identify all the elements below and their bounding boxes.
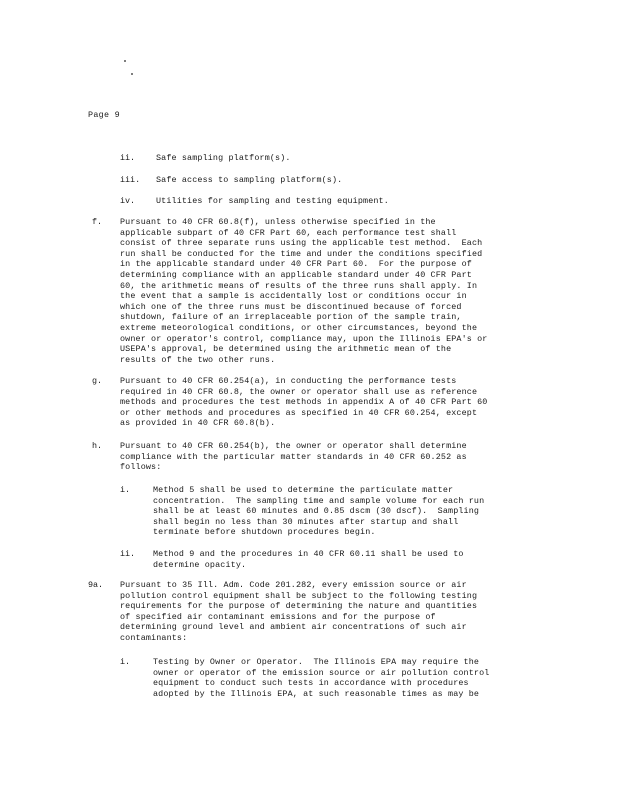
text-line: determining ground level and ambient air concentrations of such air	[120, 622, 467, 633]
section-g-text	[120, 376, 487, 429]
text-line: Pursuant to 40 CFR 60.254(b), the owner or operator shall determine	[120, 441, 467, 451]
item-marker: iv.	[120, 196, 136, 206]
section-9a-text	[120, 580, 477, 644]
subitem-9a-i-text	[153, 657, 489, 699]
text-line: extreme meteorological conditions, or other circumstances, beyond the	[120, 322, 478, 333]
section-marker: h.	[92, 441, 103, 451]
page-number: Page 9	[88, 110, 120, 120]
text-line: which one of the three runs must be discontinued because of forced	[120, 301, 462, 312]
subitem-marker: i.	[120, 485, 131, 495]
text-line: or other methods and procedures as specified in 40 CFR 60.254, except	[120, 407, 478, 418]
section-f-text	[120, 217, 487, 365]
text-line: methods and procedures the test methods in appendix A of 40 CFR Part 60	[120, 397, 488, 408]
text-line: Pursuant to 40 CFR 60.254(a), in conducting the performance tests	[120, 376, 457, 386]
text-line: Pursuant to 35 Ill. Adm. Code 201.282, every emission source or air	[120, 580, 467, 590]
text-line: required in 40 CFR 60.8, the owner or operator shall use as reference	[120, 386, 478, 397]
text-line: shall be at least 60 minutes and 0.85 dscm (30 dscf). Sampling	[153, 506, 480, 517]
text-line: 60, the arithmetic means of results of the three runs shall apply. In	[120, 280, 478, 291]
text-line: the event that a sample is accidentally lost or conditions occur in	[120, 291, 467, 302]
text-line: results of the two other runs.	[120, 354, 276, 365]
text-line: concentration. The sampling time and sample volume for each run	[153, 495, 485, 506]
text-line: USEPA's approval, be determined using the arithmetic mean of the	[120, 344, 452, 355]
text-line: Method 9 and the procedures in 40 CFR 60.11 shall be used to	[153, 549, 464, 559]
text-line: contaminants:	[120, 632, 188, 643]
text-line: applicable subpart of 40 CFR Part 60, each performance test shall	[120, 227, 457, 238]
section-marker: 9a.	[88, 580, 104, 590]
text-line: follows:	[120, 462, 162, 473]
section-h-text	[120, 441, 467, 473]
text-line: compliance with the particular matter standards in 40 CFR 60.252 as	[120, 451, 467, 462]
text-line: Method 5 shall be used to determine the particulate matter	[153, 485, 454, 495]
subitem-h-i-text	[153, 485, 484, 538]
text-line: Pursuant to 40 CFR 60.8(f), unless otherwise specified in the	[120, 217, 436, 227]
text-line: equipment to conduct such tests in accordance with procedures	[153, 678, 469, 689]
subitem-marker: i.	[120, 657, 131, 667]
section-marker: f.	[92, 217, 103, 227]
text-line: determining compliance with an applicable standard under 40 CFR Part	[120, 269, 472, 280]
section-marker: g.	[92, 376, 103, 386]
subitem-marker: ii.	[120, 549, 136, 559]
text-line: owner or operator's control, compliance may, upon the Illinois EPA's or	[120, 333, 488, 344]
text-line: shall begin no less than 30 minutes after startup and shall	[153, 516, 459, 527]
item-marker: ii.	[120, 153, 136, 163]
text-line: shutdown, failure of an irreplaceable portion of the sample train,	[120, 312, 462, 323]
text-line: adopted by the Illinois EPA, at such reasonable times as may be	[153, 688, 480, 699]
text-line: pollution control equipment shall be subject to the following testing	[120, 590, 478, 601]
text-line: in the applicable standard under 40 CFR Part 60. For the purpose of	[120, 259, 472, 270]
text-line: terminate before shutdown procedures begin.	[153, 527, 376, 538]
text-line: of specified air contaminant emissions and for the purpose of	[120, 611, 436, 622]
text-line: requirements for the purpose of determining the nature and quantities	[120, 601, 478, 612]
text-line: run shall be conducted for the time and under the conditions specified	[120, 248, 483, 259]
text-line: consist of three separate runs using the applicable test method. Each	[120, 238, 483, 249]
list-item: Safe sampling platform(s).	[156, 153, 291, 163]
list-item: Utilities for sampling and testing equipment.	[156, 196, 389, 206]
subitem-h-ii-text	[153, 549, 464, 570]
item-marker: iii.	[120, 175, 141, 185]
text-line: determine opacity.	[153, 559, 247, 570]
list-item: Safe access to sampling platform(s).	[156, 175, 343, 185]
text-line: Testing by Owner or Operator. The Illinois EPA may require the	[153, 657, 480, 667]
text-line: as provided in 40 CFR 60.8(b).	[120, 418, 276, 429]
text-line: owner or operator of the emission source or air pollution control	[153, 667, 490, 678]
